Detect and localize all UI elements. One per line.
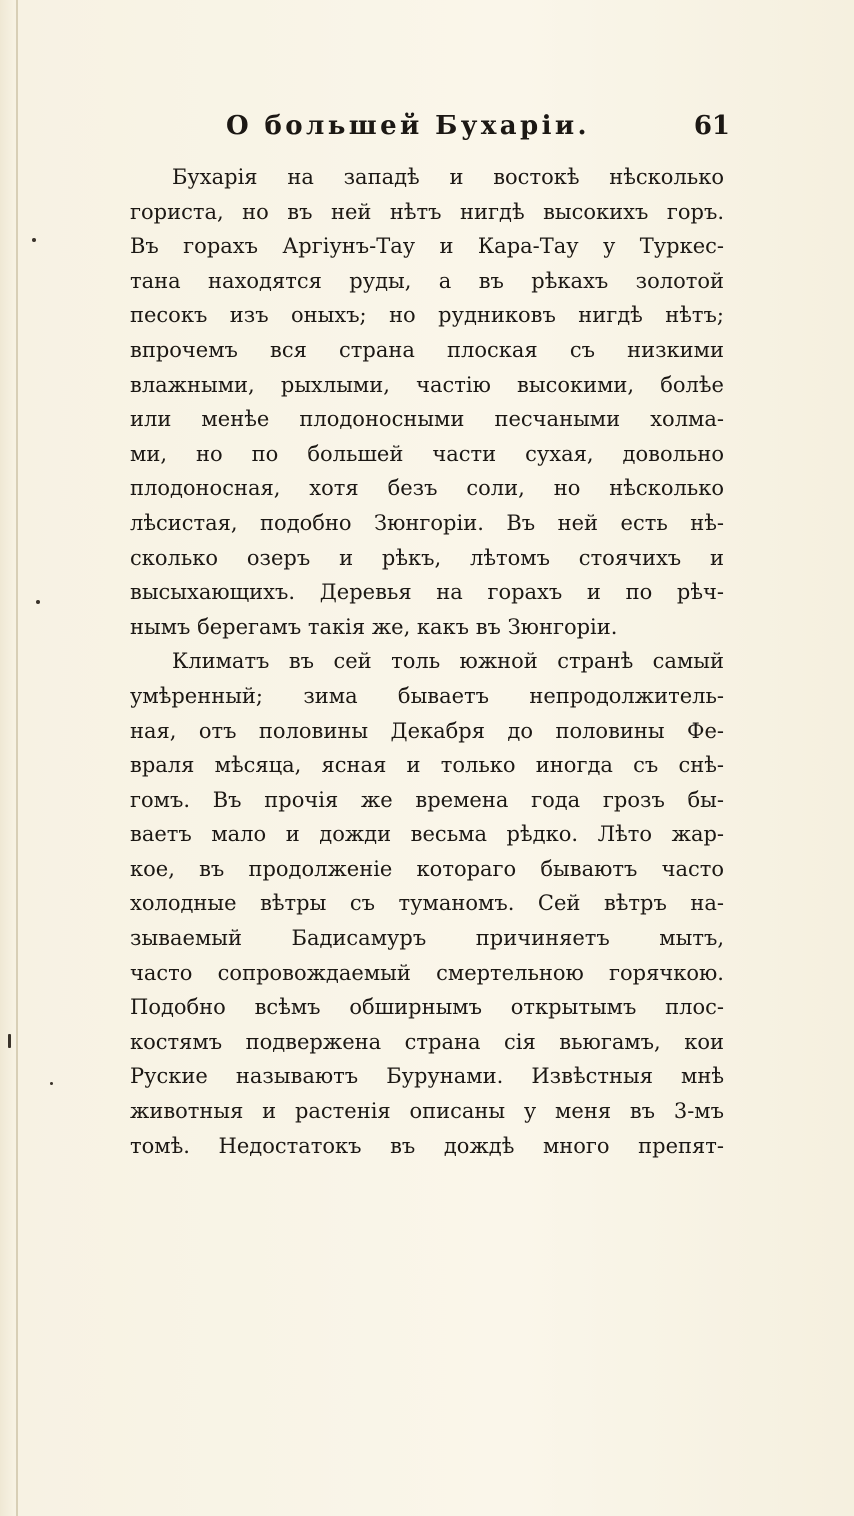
text-line: костямъ подвержена страна сія вьюгамъ, кои bbox=[130, 1029, 724, 1054]
running-title: О большей Бухаріи. bbox=[226, 111, 590, 141]
text-line: Климатъ въ сей толь южной странѣ самый bbox=[172, 649, 724, 674]
text-line: впрочемъ вся страна плоская съ низкими bbox=[130, 337, 724, 362]
text-line: Бухарія на западѣ и востокѣ нѣсколько bbox=[172, 165, 724, 189]
text-line: гомъ. Въ прочія же времена года грозъ бы- bbox=[130, 787, 724, 812]
text-line: плодоносная, хотя безъ соли, но нѣсколько bbox=[130, 476, 724, 501]
text-line: гориста, но въ ней нѣтъ нигдѣ высокихъ горъ. bbox=[130, 199, 724, 224]
text-line: или менѣе плодоносными песчаными холма- bbox=[130, 407, 724, 432]
text-line: Подобно всѣмъ обширнымъ открытымъ плос- bbox=[130, 995, 724, 1020]
text-line: зываемый Бадисамуръ причиняетъ мытъ, bbox=[130, 926, 724, 951]
body-text bbox=[130, 160, 724, 1163]
text-line: животныя и растенія описаны у меня въ 3-мъ bbox=[130, 1099, 724, 1124]
text-line: высыхающихъ. Деревья на горахъ и по рѣч- bbox=[130, 580, 724, 605]
running-header bbox=[226, 104, 730, 148]
text-line: ми, но по большей части сухая, довольно bbox=[130, 441, 724, 466]
text-line: Въ горахъ Аргіунъ-Тау и Кара-Тау у Туркес- bbox=[130, 234, 724, 259]
ink-speck bbox=[8, 1034, 11, 1048]
text-line: песокъ изъ оныхъ; но рудниковъ нигдѣ нѣтъ; bbox=[130, 303, 724, 328]
text-line: холодные вѣтры съ туманомъ. Сей вѣтръ на- bbox=[130, 891, 724, 916]
text-line: враля мѣсяца, ясная и только иногда съ снѣ- bbox=[130, 753, 724, 778]
ink-speck bbox=[50, 1082, 53, 1085]
text-line: томѣ. Недостатокъ въ дождѣ много препят- bbox=[130, 1133, 724, 1158]
text-line: ная, отъ половины Декабря до половины Фе- bbox=[130, 718, 724, 743]
text-line: тана находятся руды, а въ рѣкахъ золотой bbox=[130, 268, 724, 293]
ink-speck bbox=[36, 600, 40, 604]
text-line: лѣсистая, подобно Зюнгоріи. Въ ней есть нѣ- bbox=[130, 510, 724, 535]
text-line: умѣренный; зима бываетъ непродолжитель- bbox=[130, 683, 724, 708]
text-line: нымъ берегамъ такія же, какъ въ Зюнгоріи. bbox=[130, 614, 618, 639]
text-line: Руские называютъ Бурунами. Извѣстныя мнѣ bbox=[130, 1064, 724, 1089]
ink-speck bbox=[32, 238, 36, 242]
text-line: влажными, рыхлыми, частію высокими, болѣе bbox=[130, 372, 724, 397]
binding-edge bbox=[16, 0, 18, 1516]
text-line: часто сопровождаемый смертельною горячкою. bbox=[130, 960, 724, 985]
text-line: кое, въ продолженіе котораго бываютъ часто bbox=[130, 856, 724, 881]
text-line: ваетъ мало и дожди весьма рѣдко. Лѣто жар- bbox=[130, 822, 724, 847]
text-line: сколько озеръ и рѣкъ, лѣтомъ стоячихъ и bbox=[130, 545, 724, 570]
page-number: 61 bbox=[693, 111, 730, 141]
